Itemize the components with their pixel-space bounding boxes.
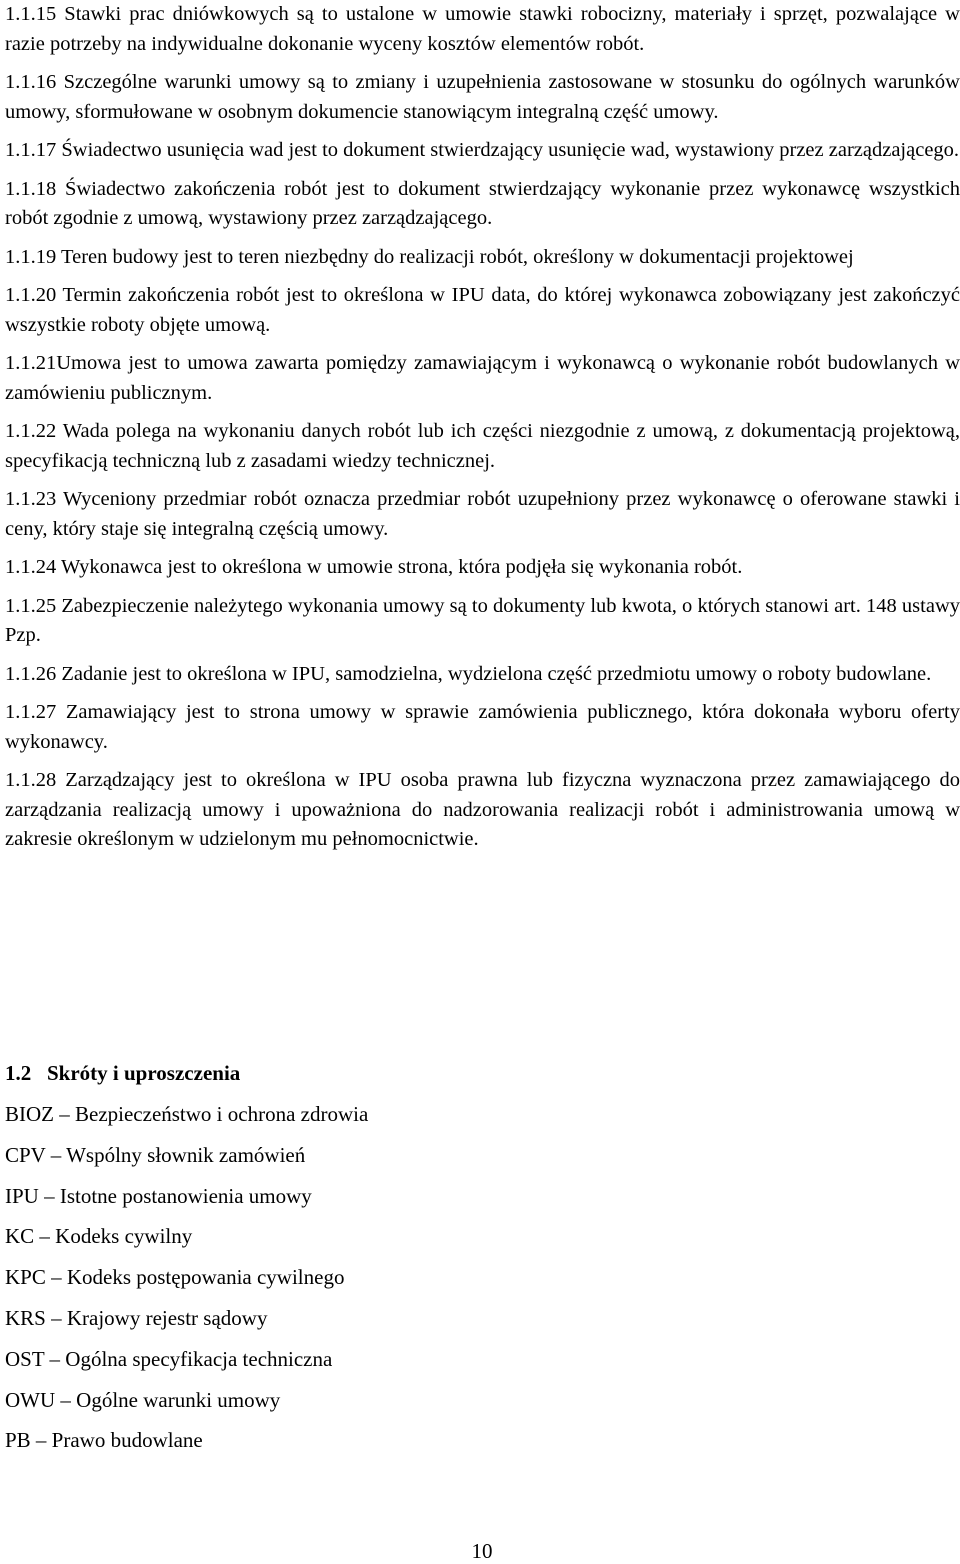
- definition-paragraph: 1.1.25 Zabezpieczenie należytego wykonania umowy są to dokumenty lub kwota, o których stanowi art. 148 ustawy Pzp.: [5, 594, 960, 646]
- definition-paragraph: 1.1.23 Wyceniony przedmiar robót oznacza przedmiar robót uzupełniony przez wykonawcę o oferowane stawki i ceny, który staje się integralną częścią umowy.: [5, 488, 960, 540]
- abbreviations-list: [5, 1099, 368, 1466]
- definition-paragraph: 1.1.17 Świadectwo usunięcia wad jest to dokument stwierdzający usunięcie wad, wystawiony przez zarządzającego.: [5, 139, 960, 161]
- definition-paragraph: 1.1.20 Termin zakończenia robót jest to określona w IPU data, do której wykonawca zobowiązany jest zakończyć wszystkie roboty objęte umową.: [5, 284, 960, 336]
- definition-paragraph: 1.1.28 Zarządzający jest to określona w IPU osoba prawna lub fizyczna wyznaczona przez zamawiającego do zarządzania realizacją umowy i upoważniona do nadzorowania realizacji robót i administrowania umową w zakresie określonym w udzielonym mu pełnomocnictwie.: [5, 769, 960, 850]
- abbreviation-item: PB – Prawo budowlane: [5, 1428, 203, 1453]
- abbreviation-item: BIOZ – Bezpieczeństwo i ochrona zdrowia: [5, 1102, 369, 1126]
- definition-paragraph: 1.1.27 Zamawiający jest to strona umowy w sprawie zamówienia publicznego, która dokonała wyboru oferty wykonawcy.: [5, 701, 960, 753]
- definition-paragraph: 1.1.16 Szczególne warunki umowy są to zmiany i uzupełnienia zastosowane w stosunku do ogólnych warunków umowy, sformułowane w osobnym dokumencie stanowiącym integralną część umowy.: [5, 71, 960, 123]
- abbreviation-item: CPV – Wspólny słownik zamówień: [5, 1142, 306, 1167]
- section-title: Skróty i uproszczenia: [47, 1061, 241, 1085]
- definition-paragraph: 1.1.21Umowa jest to umowa zawarta pomiędzy zamawiającym i wykonawcą o wykonanie robót budowlanych w zamówieniu publicznym.: [5, 352, 960, 404]
- abbreviation-item: KC – Kodeks cywilny: [5, 1224, 193, 1249]
- section-heading: [5, 1058, 240, 1088]
- definition-paragraph: 1.1.18 Świadectwo zakończenia robót jest to dokument stwierdzający wykonanie przez wykonawcę wszystkich robót zgodnie z umową, wystawiony przez zarządzającego.: [5, 177, 960, 229]
- section-number: 1.2: [5, 1061, 32, 1085]
- abbreviation-item: IPU – Istotne postanowienia umowy: [5, 1183, 312, 1208]
- abbreviation-item: KPC – Kodeks postępowania cywilnego: [5, 1265, 345, 1290]
- abbreviation-item: OWU – Ogólne warunki umowy: [5, 1387, 281, 1412]
- abbreviation-item: KRS – Krajowy rejestr sądowy: [5, 1305, 268, 1330]
- abbreviation-item: OST – Ogólna specyfikacja techniczna: [5, 1346, 333, 1371]
- definition-paragraph: 1.1.26 Zadanie jest to określona w IPU, samodzielna, wydzielona część przedmiotu umowy o roboty budowlane.: [5, 662, 932, 685]
- page-number: 10: [471, 1539, 493, 1563]
- definition-paragraph: 1.1.22 Wada polega na wykonaniu danych robót lub ich części niezgodnie z umową, z dokumentacją projektową, specyfikacją techniczną lub z zasadami wiedzy technicznej.: [5, 420, 960, 472]
- definition-paragraph: 1.1.15 Stawki prac dniówkowych są to ustalone w umowie stawki robocizny, materiały i sprzęt, pozwalające w razie potrzeby na indywidualne dokonanie wyceny kosztów elementów robót.: [5, 3, 960, 55]
- definition-paragraph: 1.1.19 Teren budowy jest to teren niezbędny do realizacji robót, określony w dokumentacji projektowej: [5, 245, 854, 268]
- definition-paragraph: 1.1.24 Wykonawca jest to określona w umowie strona, która podjęła się wykonania robót.: [5, 556, 743, 578]
- definitions-list: [5, 0, 960, 855]
